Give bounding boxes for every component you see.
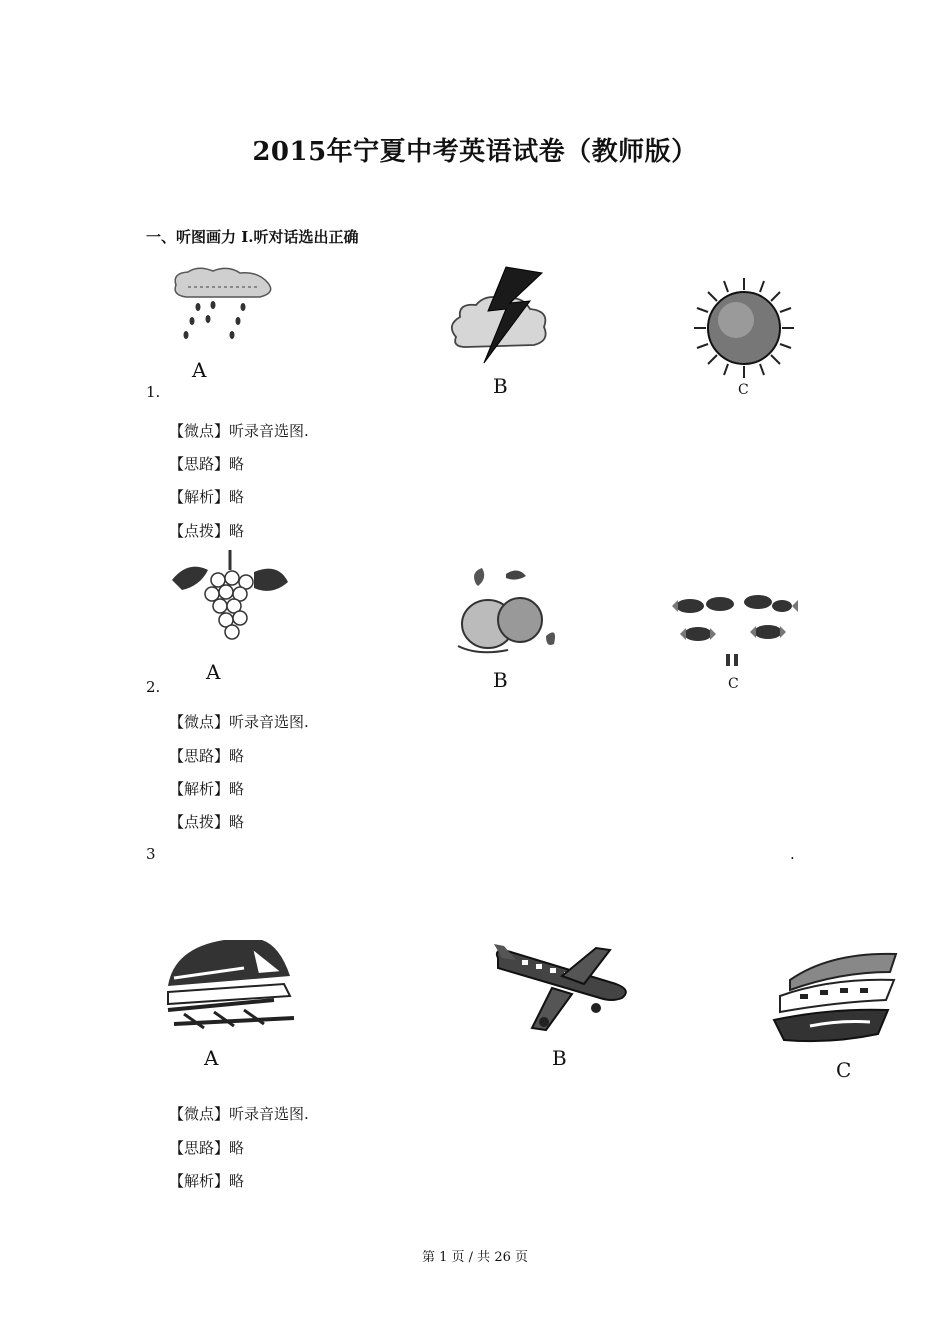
train-icon <box>164 938 299 1033</box>
micro-point-line: 【微点】听录音选图. <box>169 422 309 440</box>
trailing-dot: . <box>790 845 795 863</box>
page-title: 2015年宁夏中考英语试卷（教师版） <box>252 137 698 167</box>
option-label: C <box>836 1058 852 1082</box>
approach-line: 【思路】略 <box>169 1139 245 1157</box>
tips-line: 【点拨】略 <box>169 813 245 831</box>
micro-point-line: 【微点】听录音选图. <box>169 1105 309 1123</box>
analysis-line: 【解析】略 <box>169 1172 245 1190</box>
page-footer: 第 1 页 / 共 26 页 <box>422 1250 528 1265</box>
analysis-line: 【解析】略 <box>169 780 245 798</box>
option-label: C <box>738 382 749 398</box>
approach-line: 【思路】略 <box>169 747 245 765</box>
option-label: A <box>206 660 221 684</box>
thunderstorm-icon <box>446 265 556 370</box>
grapes-icon <box>168 550 293 660</box>
analysis-line: 【解析】略 <box>169 488 245 506</box>
option-label: A <box>192 358 207 382</box>
option-label: C <box>728 676 739 692</box>
approach-line: 【思路】略 <box>169 455 245 473</box>
option-label: A <box>204 1046 219 1070</box>
airplane-icon <box>492 944 634 1034</box>
micro-point-line: 【微点】听录音选图. <box>169 713 309 731</box>
tips-line: 【点拨】略 <box>169 522 245 540</box>
sun-icon <box>692 276 796 380</box>
rain-cloud-icon <box>168 265 278 355</box>
option-label: B <box>493 668 508 692</box>
question-2-number: 2. <box>146 678 161 696</box>
option-label: B <box>552 1046 567 1070</box>
ship-icon <box>770 950 900 1050</box>
question-1-number: 1. <box>146 383 161 401</box>
candies-icon <box>668 590 803 670</box>
question-3-number: 3 <box>146 845 156 863</box>
option-label: B <box>493 374 508 398</box>
peaches-icon <box>448 566 563 658</box>
section-heading: 一、听图画力 I.听对话选出正确 <box>146 228 359 246</box>
